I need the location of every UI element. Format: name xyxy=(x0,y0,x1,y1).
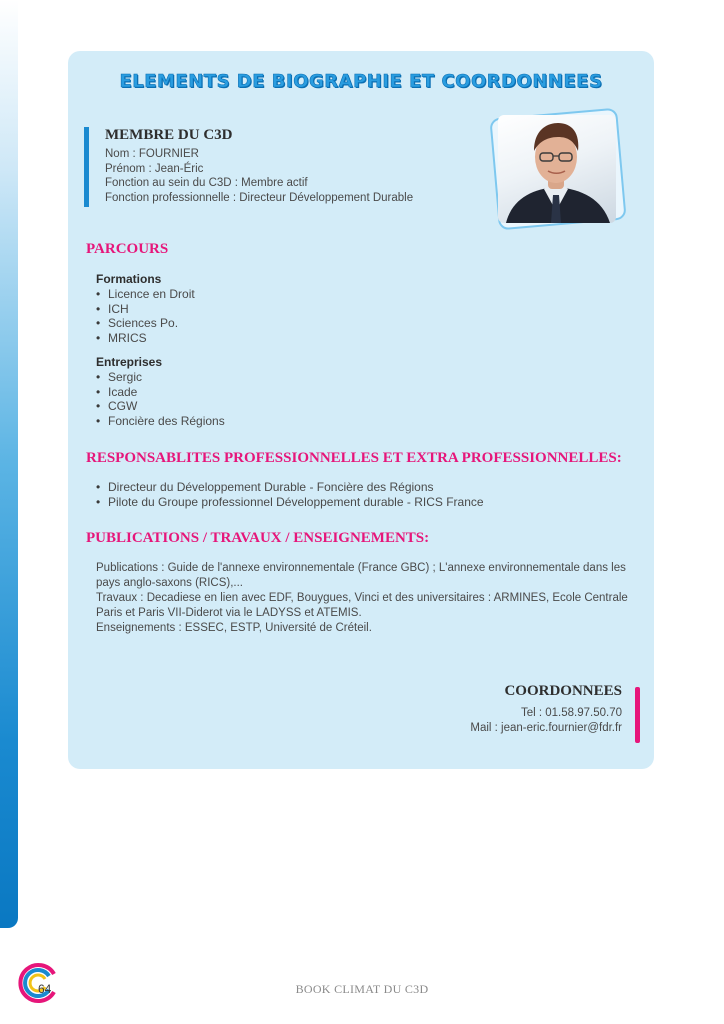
biography-card xyxy=(68,51,654,769)
formations-label: Formations xyxy=(96,272,162,286)
responsabilites-heading: RESPONSABLITES PROFESSIONNELLES ET EXTRA PROFESSIONNELLES: xyxy=(86,450,622,466)
responsabilites-list xyxy=(96,480,484,509)
formations-list xyxy=(96,287,195,345)
portrait-photo xyxy=(498,115,616,223)
member-name: Nom : FOURNIER xyxy=(105,148,199,160)
list-item: • ICH xyxy=(96,302,195,317)
member-heading: MEMBRE DU C3D xyxy=(105,127,233,143)
list-item: • Directeur du Développement Durable - Foncière des Régions xyxy=(96,480,484,495)
member-block xyxy=(84,127,413,207)
list-item: • Sciences Po. xyxy=(96,316,195,331)
enseignements-paragraph: Enseignements : ESSEC, ESTP, Université de Créteil. xyxy=(96,622,372,634)
list-item: • Licence en Droit xyxy=(96,287,195,302)
page-number: 64 xyxy=(38,982,52,996)
member-job-title: Fonction professionnelle : Directeur Développement Durable xyxy=(105,191,414,204)
travaux-paragraph: Travaux : Decadiese en lien avec EDF, Bouygues, Vinci et des universitaires : ARMINES, Ecole Centrale Paris et Paris VII-Diderot via le LADYSS et ATEMIS. xyxy=(96,592,628,619)
member-firstname: Prénom : Jean-Éric xyxy=(105,162,204,175)
publications-heading: PUBLICATIONS / TRAVAUX / ENSEIGNEMENTS: xyxy=(86,530,430,546)
phone-number: Tel : 01.58.97.50.70 xyxy=(520,707,622,719)
page-title: ELEMENTS DE BIOGRAPHIE ET COORDONNEES xyxy=(119,71,603,92)
list-item: • MRICS xyxy=(96,331,195,346)
entreprises-list xyxy=(96,370,225,428)
list-item: • Pilote du Groupe professionnel Développement durable - RICS France xyxy=(96,495,484,510)
list-item: • Sergic xyxy=(96,370,225,385)
email-address[interactable]: Mail : jean-eric.fournier@fdr.fr xyxy=(470,722,622,734)
list-item: • Icade xyxy=(96,385,225,400)
parcours-heading: PARCOURS xyxy=(86,241,169,257)
entreprises-label: Entreprises xyxy=(96,355,163,369)
coordonnees-heading: COORDONNEES xyxy=(504,683,622,699)
list-item: • CGW xyxy=(96,399,225,414)
member-c3d-role: Fonction au sein du C3D : Membre actif xyxy=(105,177,308,189)
footer-text: BOOK CLIMAT DU C3D xyxy=(295,982,429,996)
side-color-bar xyxy=(0,0,18,928)
coordonnees-accent-bar xyxy=(635,687,640,743)
publications-paragraph: Publications : Guide de l'annexe environnementale (France GBC) ; L'annexe environnementale dans les pays anglo-saxons (RICS),... xyxy=(96,562,626,589)
coordonnees-block xyxy=(470,683,622,736)
list-item: • Foncière des Régions xyxy=(96,414,225,429)
